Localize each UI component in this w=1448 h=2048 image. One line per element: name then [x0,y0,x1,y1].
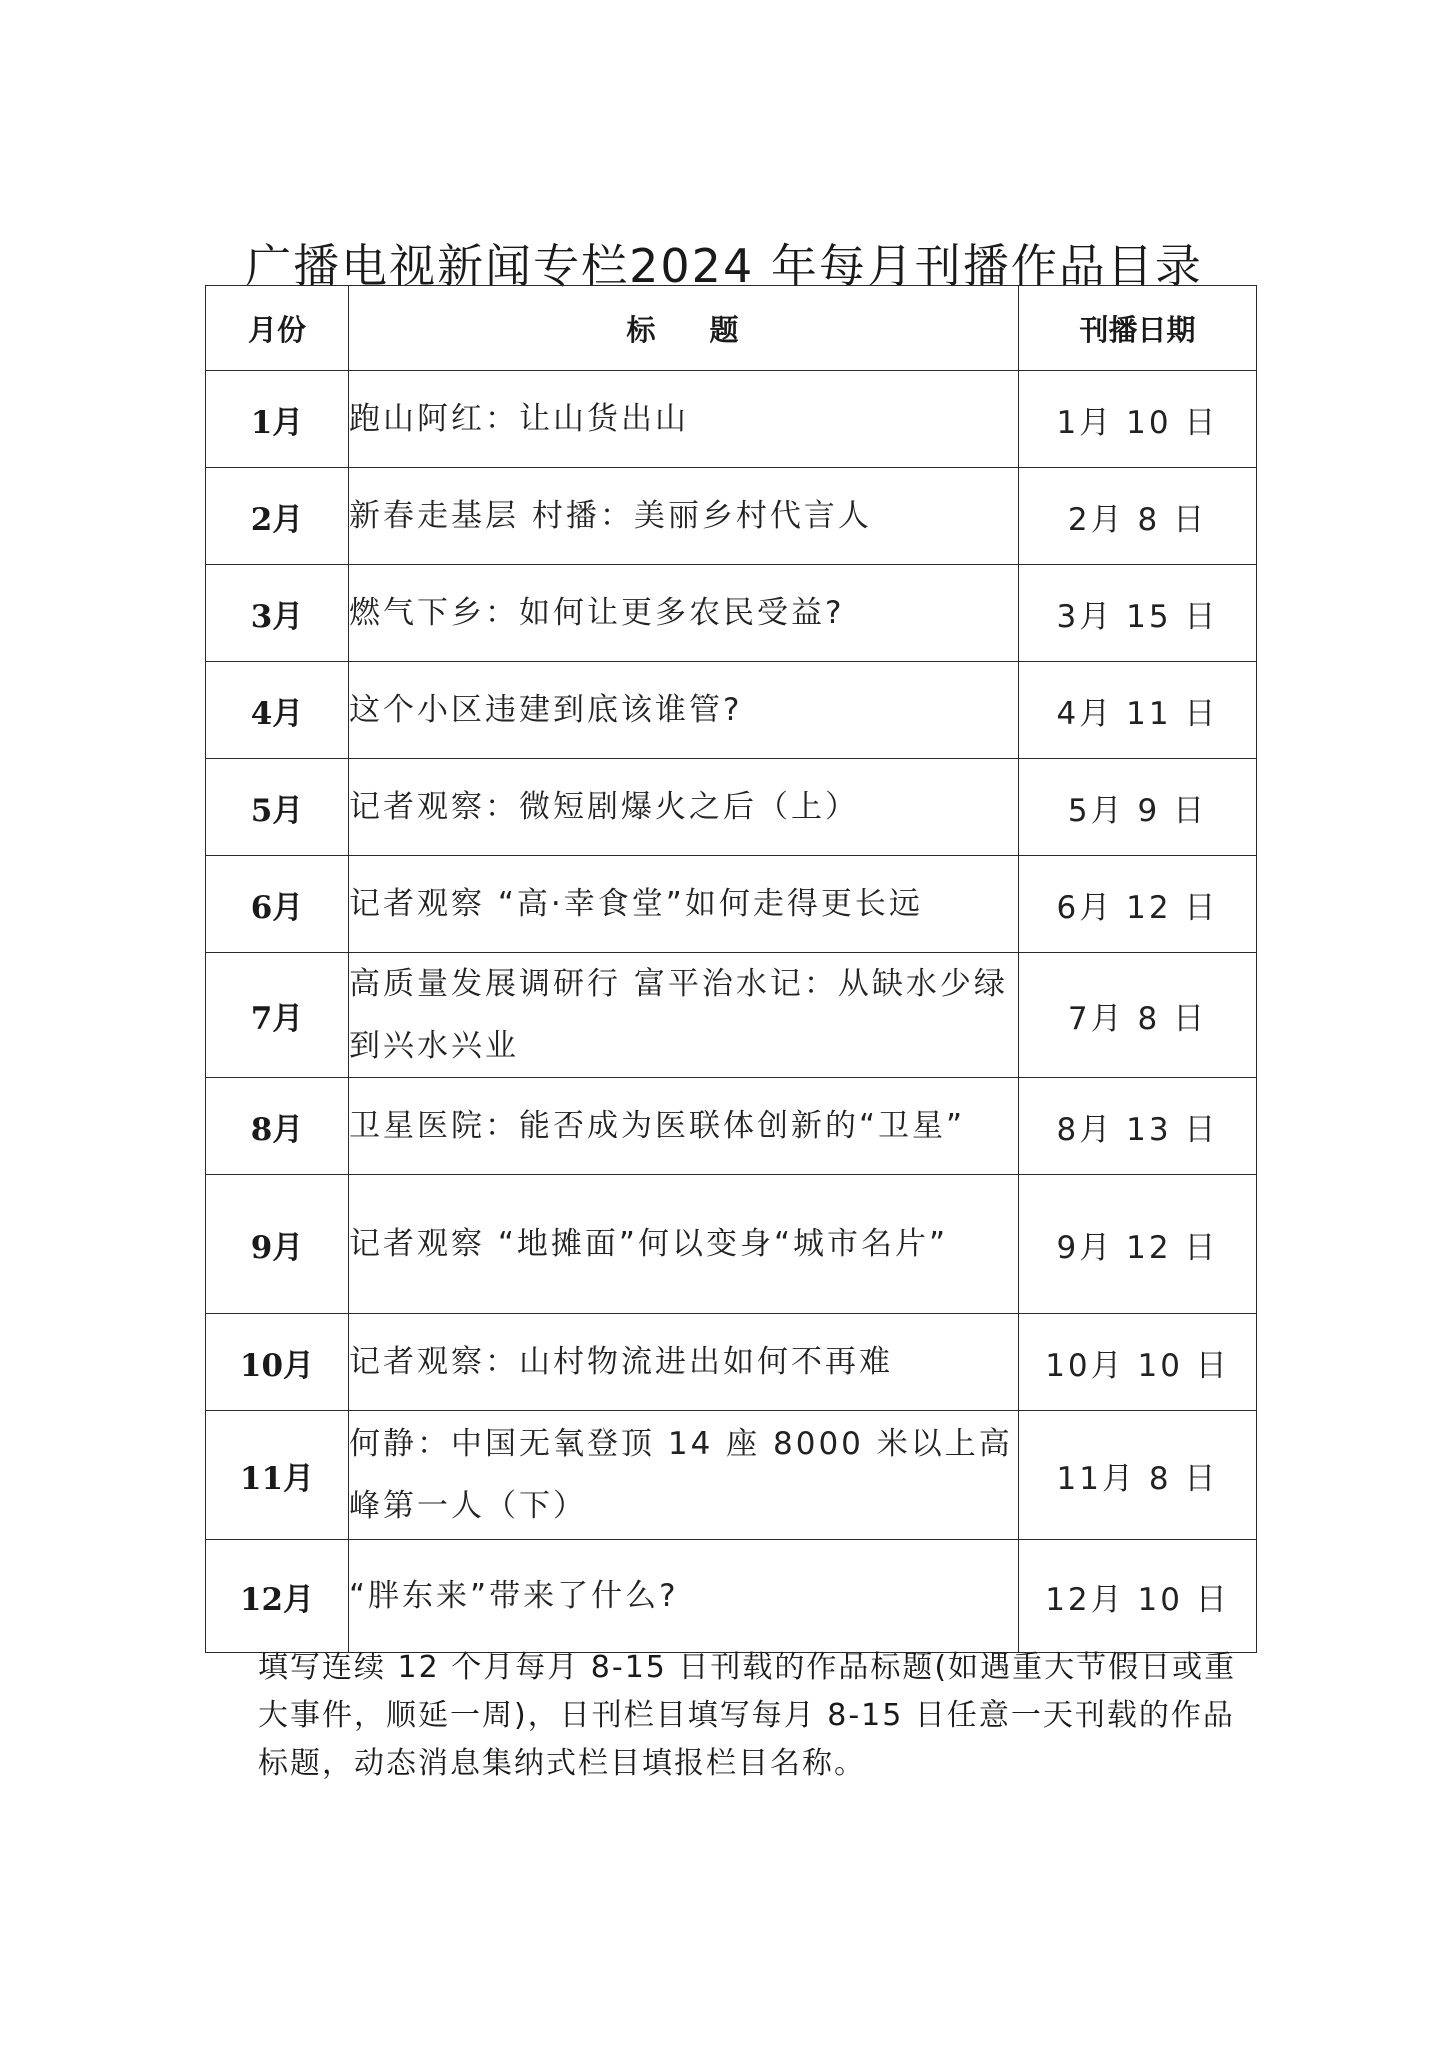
row-title: 新春走基层 村播：美丽乡村代言人 [349,468,1019,565]
row-month: 7月 [206,953,349,1078]
row-title: 记者观察 “高·幸食堂”如何走得更长远 [349,856,1019,953]
row-date: 4月 11 日 [1019,662,1257,759]
row-title: 这个小区违建到底该谁管? [349,662,1019,759]
row-title: 高质量发展调研行 富平治水记：从缺水少绿到兴水兴业 [349,953,1019,1078]
row-month: 12月 [206,1540,349,1653]
row-title: 记者观察：微短剧爆火之后（上） [349,759,1019,856]
table-row [206,856,1257,953]
row-title: 卫星医院：能否成为医联体创新的“卫星” [349,1078,1019,1175]
table-row [206,662,1257,759]
row-title: 记者观察：山村物流进出如何不再难 [349,1314,1019,1411]
table-row [206,1175,1257,1314]
table-row [206,1078,1257,1175]
table-row [206,468,1257,565]
row-month: 9月 [206,1175,349,1314]
header-month: 月份 [206,286,349,371]
row-date: 5月 9 日 [1019,759,1257,856]
row-date: 11月 8 日 [1019,1411,1257,1540]
table-row [206,759,1257,856]
row-month: 11月 [206,1411,349,1540]
row-month: 5月 [206,759,349,856]
row-date: 12月 10 日 [1019,1540,1257,1653]
header-title [349,286,1019,371]
header-date: 刊播日期 [1019,286,1257,371]
row-month: 6月 [206,856,349,953]
row-date: 1月 10 日 [1019,371,1257,468]
row-month: 3月 [206,565,349,662]
row-month: 10月 [206,1314,349,1411]
table-row [206,1411,1257,1540]
row-title: 记者观察 “地摊面”何以变身“城市名片” [349,1175,1019,1314]
table-row [206,953,1257,1078]
row-title: “胖东来”带来了什么? [349,1540,1019,1653]
table-header-row [206,286,1257,371]
table-row [206,1540,1257,1653]
row-date: 8月 13 日 [1019,1078,1257,1175]
catalog-table [205,285,1257,1653]
row-month: 2月 [206,468,349,565]
footnote: 填写连续 12 个月每月 8-15 日刊载的作品标题(如遇重大节假日或重大事件，顺延一周)，日刊栏目填写每月 8-15 日任意一天刊载的作品标题，动态消息集纳式栏目填报栏目名称。 [258,1650,1237,1781]
row-date: 7月 8 日 [1019,953,1257,1078]
table-row [206,1314,1257,1411]
header-title-part1: 标 [626,312,658,347]
row-date: 9月 12 日 [1019,1175,1257,1314]
row-date: 10月 10 日 [1019,1314,1257,1411]
header-title-part2: 题 [709,312,741,347]
row-date: 3月 15 日 [1019,565,1257,662]
row-month: 4月 [206,662,349,759]
row-date: 2月 8 日 [1019,468,1257,565]
row-date: 6月 12 日 [1019,856,1257,953]
row-title: 跑山阿红：让山货出山 [349,371,1019,468]
row-title: 何静：中国无氧登顶 14 座 8000 米以上高峰第一人（下） [349,1411,1019,1540]
table-row [206,565,1257,662]
row-month: 1月 [206,371,349,468]
row-title: 燃气下乡：如何让更多农民受益? [349,565,1019,662]
row-month: 8月 [206,1078,349,1175]
table-row [206,371,1257,468]
page-title: 广播电视新闻专栏2024 年每月刊播作品目录 [245,238,1203,293]
